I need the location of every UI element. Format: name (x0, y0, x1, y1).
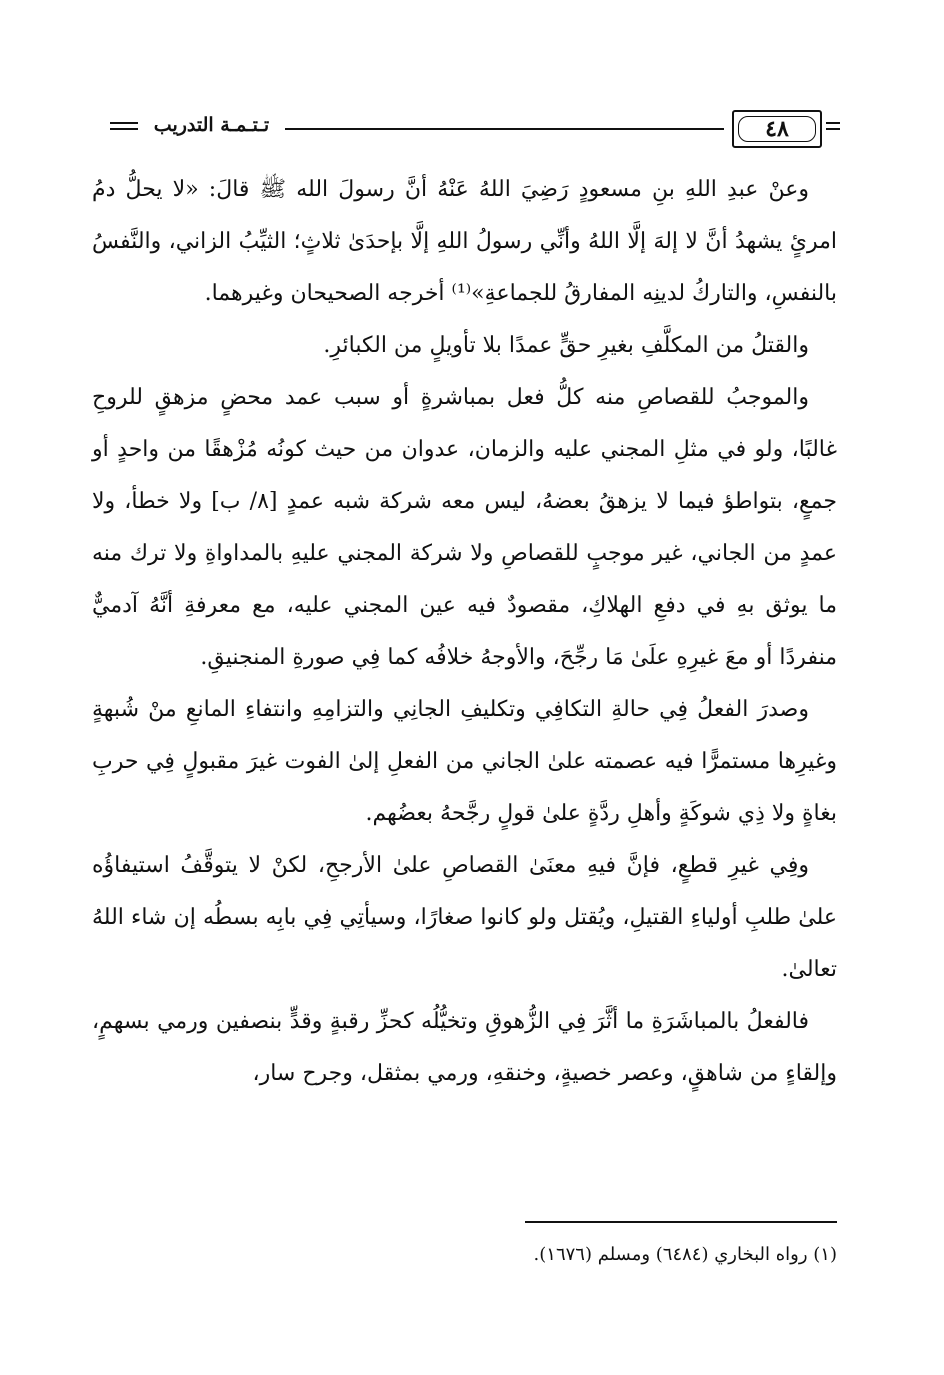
page-number-frame (732, 110, 822, 148)
main-text (92, 164, 837, 1100)
paragraph-2: والقتلُ من المكلَّفِ بغيرِ حقٍّ عمدًا بلا تأويلٍ من الكبائرِ. (323, 333, 809, 358)
paragraph-1: وعنْ عبدِ اللهِ بنِ مسعودٍ رَضِيَ اللهُ عَنْهُ أنَّ رسولَ الله ﷺ قالَ: «لا يحلُّ دمُ امرئٍ يشهدُ أنَّ لا إلهَ إلَّا اللهُ وأنِّي رسولُ اللهِ إلَّا بإحدَىٰ ثلاثٍ؛ الثيِّبُ الزاني، والنَّفسُ بالنفسِ، والتاركُ لدينِه المفارقُ للجماعةِ»⁽¹⁾ أخرجه الصحيحان وغيرهما. (92, 177, 837, 306)
header-ornament-left (110, 122, 138, 130)
paragraph-4: وصدرَ الفعلُ فِي حالةِ التكافِي وتكليفِ الجانِي والتزامِهِ وانتفاءِ المانعِ منْ شُبهةٍ وغيرِها مستمرًّا فيه عصمته علىٰ الجاني من الفعلِ إلىٰ الفوت غيرَ مقبولٍ فِي حربِ بغاةٍ ولا ذِي شوكَةٍ وأهلِ ردَّةٍ علىٰ قولٍ رجَّحهُ بعضُهم. (92, 697, 837, 826)
footnote-1: (١) رواه البخاري (٦٤٨٤) ومسلم (١٦٧٦). (533, 1244, 837, 1265)
footnote-separator (525, 1221, 837, 1223)
page-number: ٤٨ (765, 116, 789, 142)
header-ornament-right (826, 122, 840, 130)
paragraph-5: وفِي غيرِ قطعٍ، فإنَّ فيهِ معنَىٰ القصاصِ علىٰ الأرجحِ، لكنْ لا يتوقَّفُ استيفاؤُه علىٰ طلبِ أولياءِ القتيلِ، ويُقتل ولو كانوا صغارًا، وسيأتِي فِي بابِه بسطُه إن شاء اللهُ تعالىٰ. (92, 853, 837, 982)
paragraph-3: والموجبُ للقصاصِ منه كلُّ فعل بمباشرةٍ أو سبب عمد محضٍ مزهقٍ للروحِ غالبًا، ولو في مثلِ المجني عليه والزمان، عدوان من حيث كونُه مُزْهقًا من واحدٍ أو جمعٍ، بتواطؤ فيما لا يزهقُ بعضهُ، ليس معه شركة شبه عمدٍ [٨/ ب] ولا خطأ، ولا عمدٍ من الجاني، غير موجبٍ للقصاصِ ولا شركة المجني عليهِ بالمداواةِ ولا ترك منه ما يوثق بهِ في دفعِ الهلاكِ، مقصودٌ فيه عين المجني عليه، مع معرفةِ أنَّهُ آدميٌّ منفردًا أو معَ غيرِهِ علَىٰ مَا رجِّحَ، والأوجهُ خلافُه كما فِي صورةِ المنجنيقِ. (92, 385, 837, 670)
paragraph-6: فالفعلُ بالمباشَرَةِ ما أثَّرَ فِي الزُّهوقِ وتخيُّلُه كحزِّ رقبةٍ وقدٍّ بنصفين ورمي بسهمٍ، وإلقاءٍ من شاهقٍ، وعصر خصيةٍ، وخنقهِ، ورمي بمثقل، وجرح سار، (92, 1009, 837, 1086)
page-header (110, 108, 840, 154)
running-title: تـتـمـة التدريب (153, 114, 270, 136)
header-rule (285, 128, 724, 130)
